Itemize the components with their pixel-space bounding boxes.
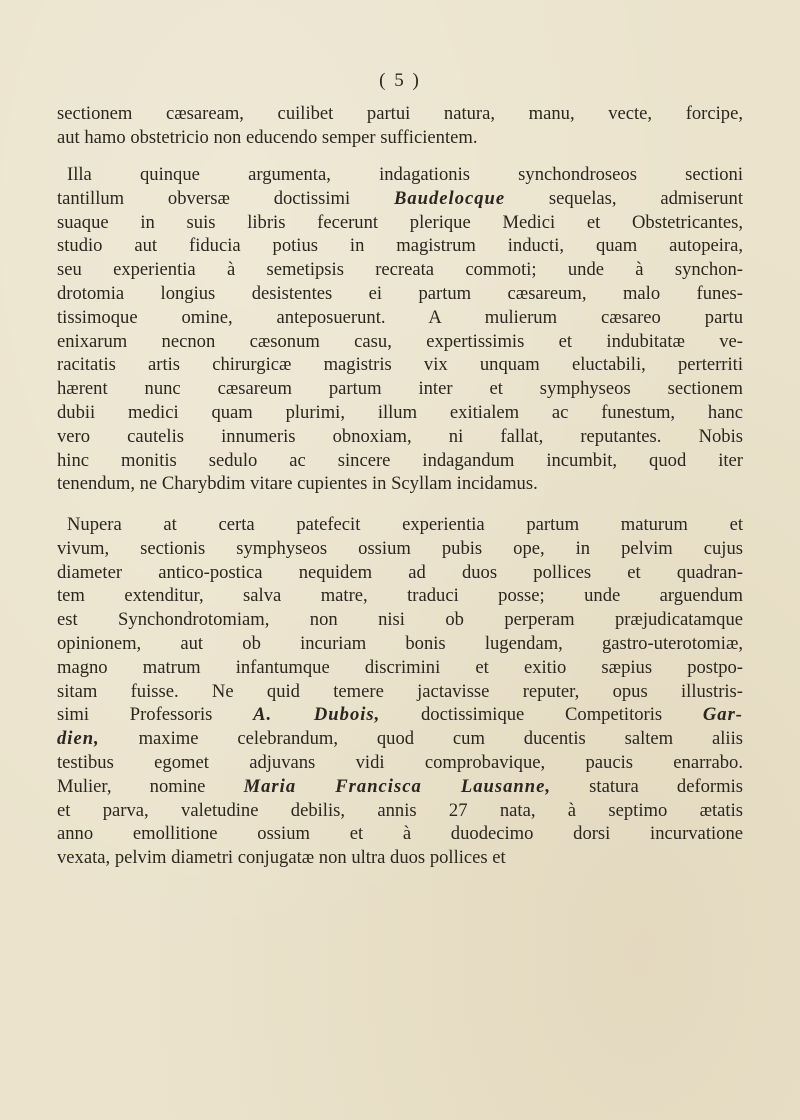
text-line: diameter antico-postica nequidem ad duos pollices et quadran-	[57, 561, 743, 583]
proper-name: Baudelocque	[393, 187, 506, 209]
proper-name: Gar-	[702, 704, 743, 726]
text-segment: simi Professoris	[57, 704, 254, 726]
text-segment: doctissimique Competitoris	[380, 704, 703, 726]
text-line: suaque in suis libris fecerunt plerique Medici et Obstetricantes,	[57, 211, 743, 233]
text-line: aut hamo obstetricio non educendo semper sufficientem.	[57, 126, 478, 148]
text-segment: maxime celebrandum, quod cum ducentis saltem aliis	[99, 728, 743, 750]
text-segment: tantillum obversæ doctissimi	[57, 187, 394, 209]
text-line: vero cautelis innumeris obnoxiam, ni fallat, reputantes. Nobis	[57, 425, 743, 447]
proper-name: A. Dubois,	[253, 704, 381, 726]
text-line: tissimoque omine, anteposuerunt. A mulierum cæsareo partu	[57, 306, 743, 328]
text-line: sitam fuisse. Ne quid temere jactavisse reputer, opus illustris-	[57, 680, 743, 702]
text-line: et parva, valetudine debilis, annis 27 nata, à septimo ætatis	[57, 799, 743, 821]
text-line: vivum, sectionis symphyseos ossium pubis ope, in pelvim cujus	[57, 537, 743, 559]
paragraph-2	[57, 163, 743, 496]
text-line: est Synchondrotomiam, non nisi ob perperam præjudicatamque	[57, 609, 743, 631]
text-line: enixarum necnon cæsonum casu, expertissimis et indubitatæ ve-	[57, 330, 743, 352]
text-line: tem extenditur, salva matre, traduci posse; unde arguendum	[57, 585, 743, 607]
paragraph-3	[57, 513, 743, 870]
text-line: dubii medici quam plurimi, illum exitialem ac funestum, hanc	[57, 401, 743, 423]
text-line	[57, 703, 743, 727]
text-line: Nupera at certa patefecit experientia partum maturum et	[67, 514, 743, 535]
text-line: studio aut fiducia potius in magistrum inducti, quam autopeira,	[57, 235, 743, 257]
page-number: ( 5 )	[379, 70, 421, 91]
proper-name: Maria Francisca Lausanne,	[243, 775, 552, 797]
text-line	[57, 187, 743, 211]
text-segment: Mulier, nomine	[57, 775, 244, 797]
text-line: opinionem, aut ob incuriam bonis lugendam, gastro-uterotomiæ,	[57, 632, 743, 654]
text-line: magno matrum infantumque discrimini et exitio sæpius postpo-	[57, 656, 743, 678]
text-segment: sequelas, admiserunt	[505, 187, 743, 209]
text-line: racitatis artis chirurgicæ magistris vix unquam eluctabili, perterriti	[57, 354, 743, 376]
text-segment: statura deformis	[551, 775, 743, 797]
paragraph-1	[57, 102, 743, 150]
text-line	[57, 775, 743, 799]
text-line: vexata, pelvim diametri conjugatæ non ultra duos pollices et	[57, 847, 506, 869]
text-line: testibus egomet adjuvans vidi comprobavique, paucis enarrabo.	[57, 751, 743, 773]
text-line: drotomia longius desistentes ei partum cæsareum, malo funes-	[57, 282, 743, 304]
text-line: hærent nunc cæsareum partum inter et symphyseos sectionem	[57, 378, 743, 400]
proper-name: dien,	[57, 728, 100, 750]
text-line	[57, 727, 743, 751]
text-line: seu experientia à semetipsis recreata commoti; unde à synchon-	[57, 259, 743, 281]
text-line: anno emollitione ossium et à duodecimo dorsi incurvatione	[57, 823, 743, 845]
text-line: hinc monitis sedulo ac sincere indagandum incumbit, quod iter	[57, 449, 743, 471]
text-line: tenendum, ne Charybdim vitare cupientes in Scyllam incidamus.	[57, 473, 538, 495]
text-line: Illa quinque argumenta, indagationis synchondroseos sectioni	[67, 164, 743, 185]
text-line: sectionem cæsaream, cuilibet partui natura, manu, vecte, forcipe,	[57, 103, 743, 124]
